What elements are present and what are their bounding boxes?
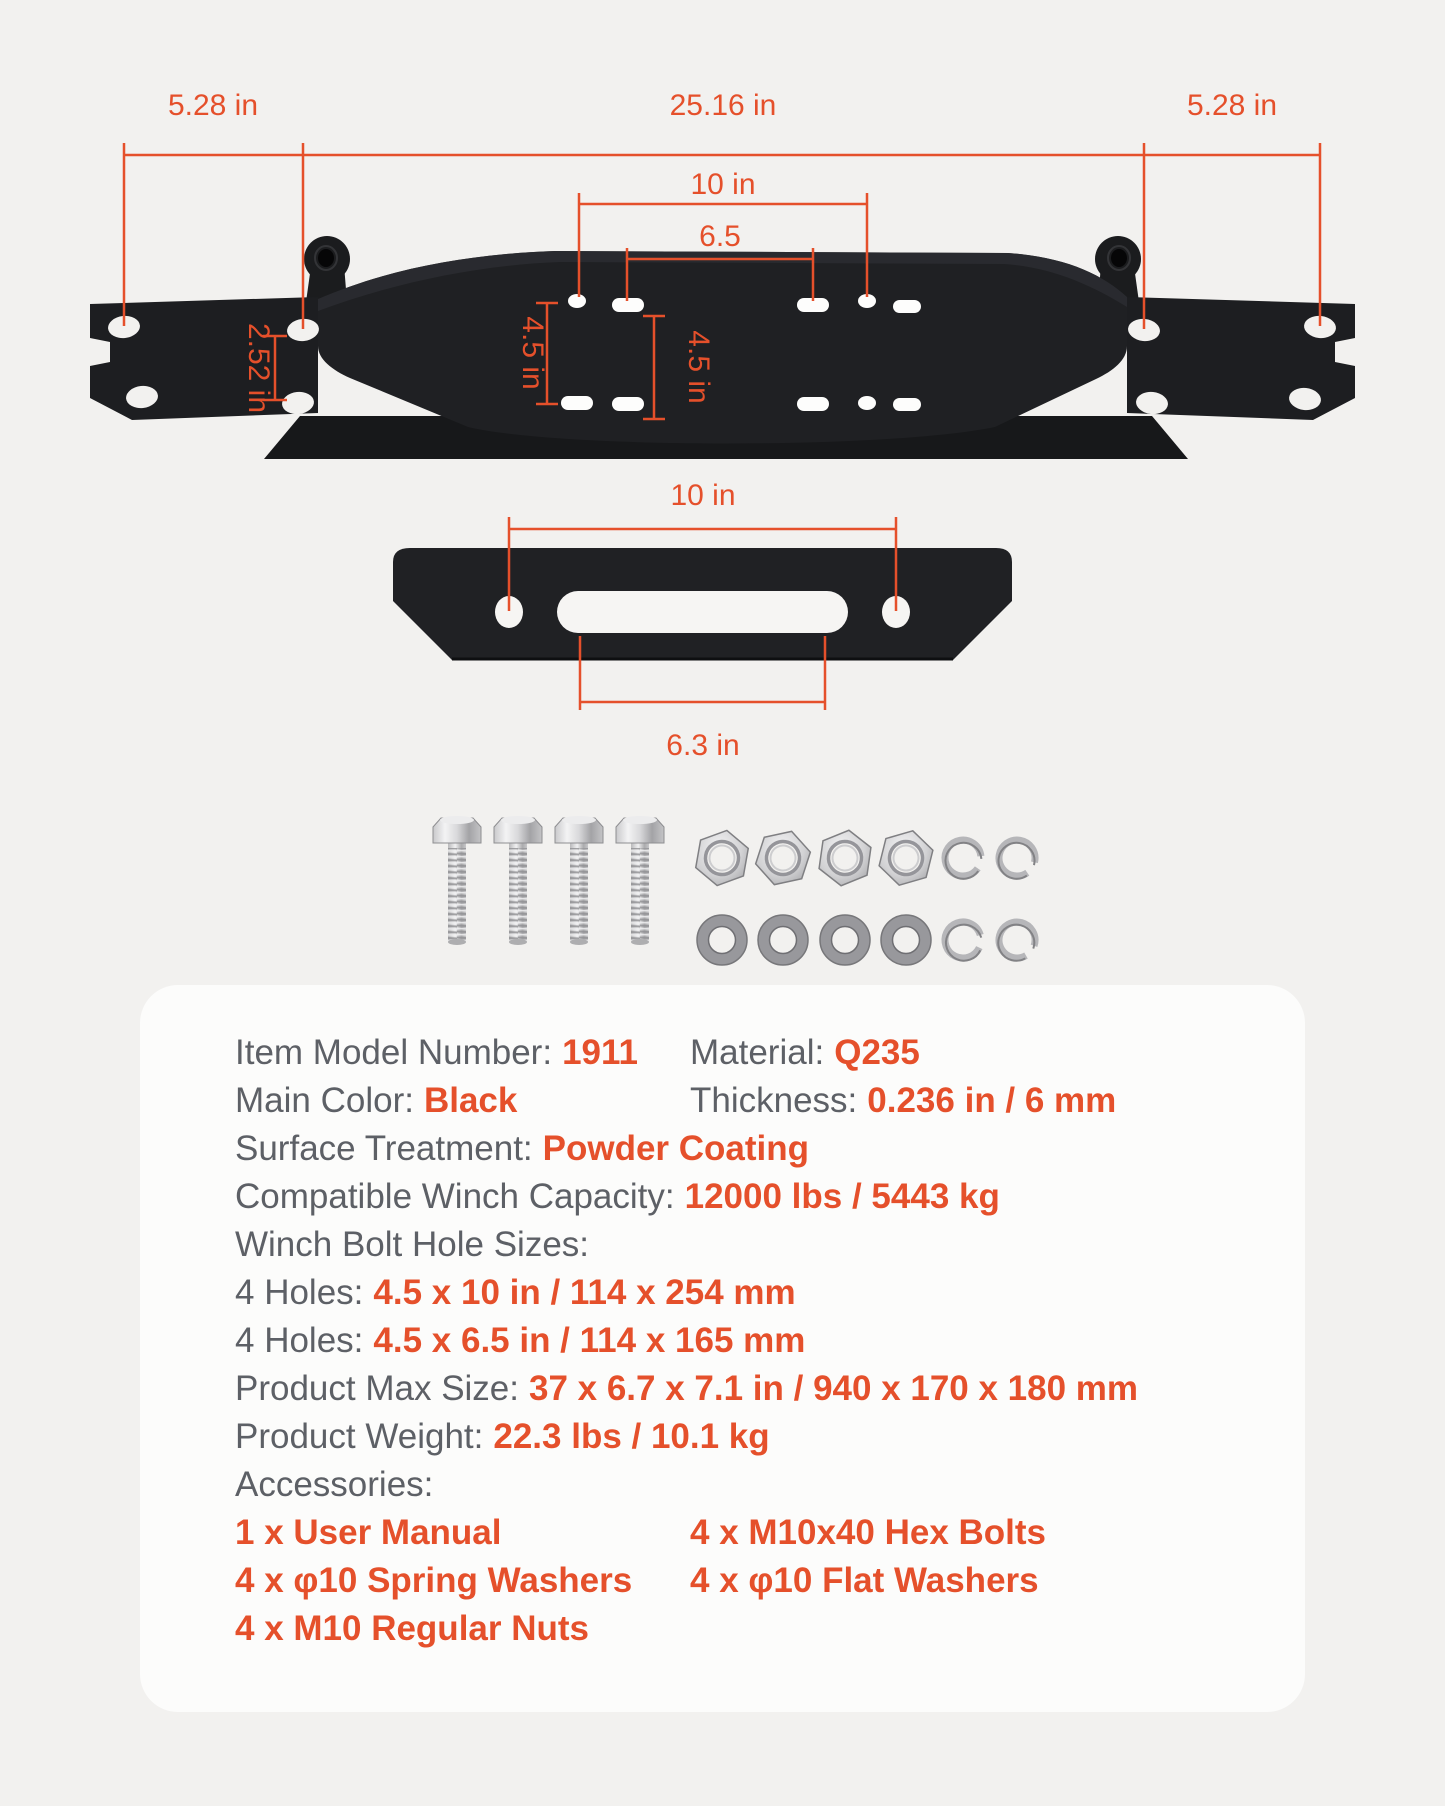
spring-washer: [938, 916, 988, 966]
accessory-row-3: [235, 1605, 1265, 1653]
accessory-item: 4 x M10x40 Hex Bolts: [690, 1513, 1047, 1552]
hex-nuts: [693, 824, 936, 892]
flat-washers: [697, 915, 931, 965]
hex-bolt: [616, 816, 664, 945]
spring-washer: [937, 833, 990, 886]
spec-label: Product Weight:: [235, 1417, 484, 1456]
dim-label-252: 2.52 in: [242, 322, 275, 414]
spring-washer: [990, 833, 1043, 886]
spec-row-bolt-hole-sizes: [235, 1221, 1265, 1269]
accessory-item: 4 x φ10 Flat Washers: [690, 1561, 1039, 1600]
hex-bolt: [433, 816, 481, 945]
accessory-item: 1 x User Manual: [235, 1513, 502, 1552]
dim-label-65: 6.5: [699, 220, 741, 253]
hex-nut: [693, 826, 750, 890]
accessory-row-1: [235, 1509, 1265, 1557]
main-winch-plate: [90, 236, 1355, 459]
hex-bolt: [555, 816, 603, 945]
accessory-item: 4 x M10 Regular Nuts: [235, 1609, 589, 1648]
flat-washer: [697, 915, 747, 965]
dim-label-63: 6.3 in: [666, 729, 740, 762]
spec-label: Surface Treatment:: [235, 1129, 533, 1168]
spec-label: 4 Holes:: [235, 1321, 364, 1360]
spring-washer: [991, 915, 1043, 967]
dim-label-2516: 25.16 in: [669, 89, 777, 122]
spec-panel: [140, 985, 1305, 1712]
hex-nut: [876, 825, 937, 891]
dim-label-45-a: 4.5 in: [516, 316, 549, 390]
spec-row-holes-65: [235, 1317, 1265, 1365]
accessory-item: 4 x φ10 Spring Washers: [235, 1561, 633, 1600]
spec-value: Black: [423, 1081, 518, 1120]
spec-value: 0.236 in / 6 mm: [867, 1081, 1117, 1120]
dim-label-45-b: 4.5 in: [682, 330, 715, 404]
spec-value: Q235: [834, 1033, 920, 1072]
spec-value: 4.5 x 6.5 in / 114 x 165 mm: [373, 1321, 806, 1360]
spec-row-capacity: [235, 1173, 1265, 1221]
spec-value: 4.5 x 10 in / 114 x 254 mm: [373, 1273, 796, 1312]
spec-value: 22.3 lbs / 10.1 kg: [493, 1417, 770, 1456]
fairlead-slot: [557, 591, 848, 633]
fairlead-plate: [393, 548, 1012, 660]
spec-row-weight: [235, 1413, 1265, 1461]
spec-label: 4 Holes:: [235, 1273, 364, 1312]
dim-label-10in-fairlead: 10 in: [670, 479, 736, 512]
spec-row-model-material: [235, 1029, 1265, 1077]
spec-row-accessories-header: [235, 1461, 1265, 1509]
spec-label: Product Max Size:: [235, 1369, 519, 1408]
spec-label: Material:: [690, 1033, 825, 1072]
accessory-row-2: [235, 1557, 1265, 1605]
spec-label: Accessories:: [235, 1465, 434, 1504]
spec-value: Powder Coating: [542, 1129, 810, 1168]
spring-washers-row1: [937, 833, 1043, 886]
hex-nut: [751, 824, 814, 892]
flat-washer: [820, 915, 870, 965]
spec-label: Thickness:: [690, 1081, 858, 1120]
flat-washer: [758, 915, 808, 965]
hardware-kit: [433, 816, 1043, 967]
spec-label: Item Model Number:: [235, 1033, 553, 1072]
dim-label-right-528: 5.28 in: [1186, 89, 1278, 122]
spring-washers-row2: [938, 915, 1042, 967]
spec-row-surface: [235, 1125, 1265, 1173]
spec-row-holes-10: [235, 1269, 1265, 1317]
spec-row-max-size: [235, 1365, 1265, 1413]
flat-washer: [881, 915, 931, 965]
spec-row-color-thickness: [235, 1077, 1265, 1125]
dim-label-left-528: 5.28 in: [167, 89, 259, 122]
spec-value: 37 x 6.7 x 7.1 in / 940 x 170 x 180 mm: [529, 1369, 1139, 1408]
hex-bolts: [433, 816, 664, 945]
spec-value: 12000 lbs / 5443 kg: [684, 1177, 1000, 1216]
cradle-body: [318, 251, 1127, 444]
dim-label-10in-top: 10 in: [690, 168, 756, 201]
hex-bolt: [494, 816, 542, 945]
spec-value: 1911: [562, 1033, 638, 1072]
spec-label: Winch Bolt Hole Sizes:: [235, 1225, 590, 1264]
hex-nut: [817, 827, 873, 889]
spec-label: Main Color:: [235, 1081, 414, 1120]
spec-label: Compatible Winch Capacity:: [235, 1177, 675, 1216]
